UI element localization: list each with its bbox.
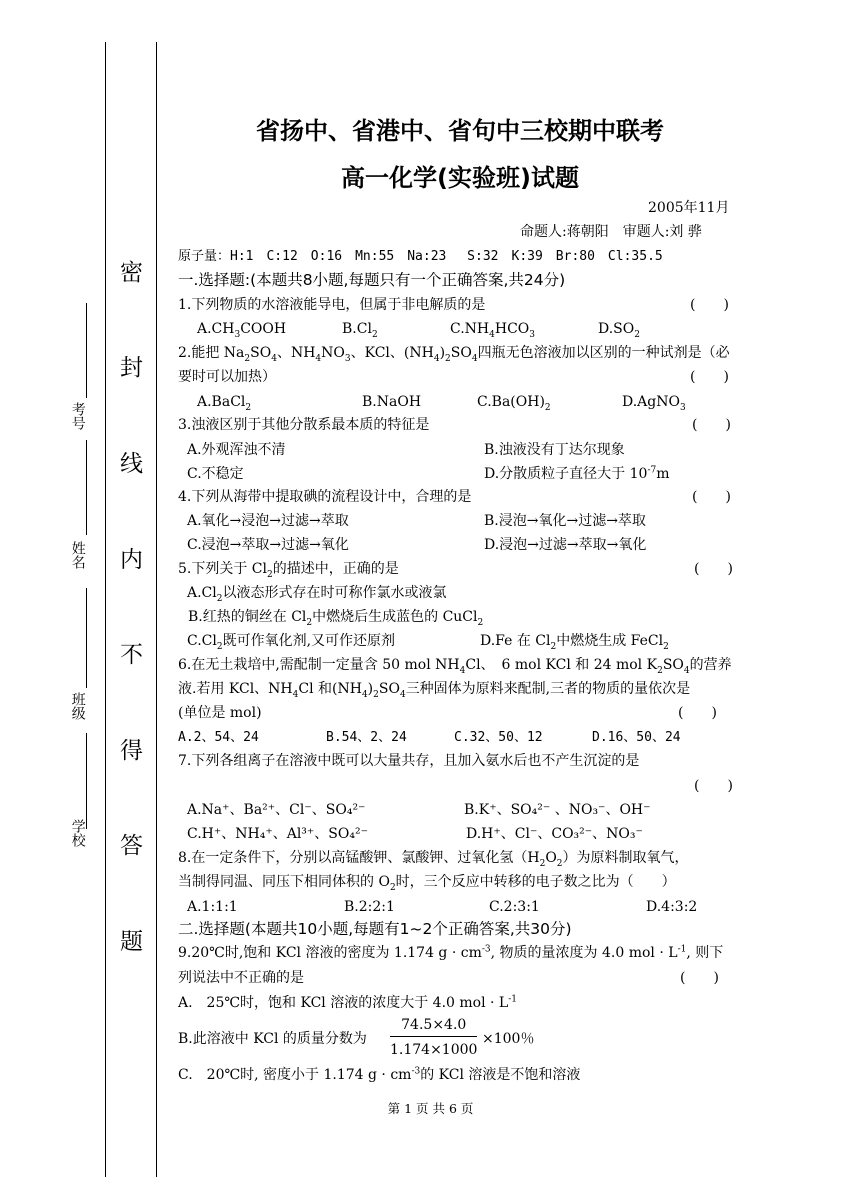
q5-option-d[interactable]: D.Fe 在 $Cl_2$中燃烧生成 FeCl$_2$: [480, 633, 669, 652]
q4-option-b[interactable]: B.浸泡→氧化→过滤→萃取: [484, 513, 646, 529]
q1-option-a[interactable]: $A.CH_3COOH$: [197, 321, 287, 340]
section1-title: 一.选择题:(本题共8小题,每题只有一个正确答案,共24分): [178, 271, 566, 289]
q6-answer-paren[interactable]: ( ): [678, 705, 717, 721]
q6-stem-line1: 6.在无土栽培中,需配制一定量含 50 mol $NH_4Cl$、 6 mol KCl 和 24 mol $K_2SO_4$的营养: [178, 657, 732, 676]
q7-option-b[interactable]: B.K⁺、SO₄²⁻ 、NO₃⁻、OH⁻: [464, 802, 651, 818]
q3-option-d[interactable]: D.分散质粒子直径大于 $10^{-7}m$: [484, 465, 670, 482]
q6-option-c[interactable]: C.32、50、12: [454, 730, 543, 745]
exam-authors: 命题人:蒋朝阳 审题人:刘 骅: [520, 224, 702, 240]
xuexiao-line[interactable]: [86, 733, 87, 829]
q1-option-d[interactable]: $D.SO_2$: [598, 321, 640, 340]
q3-option-a[interactable]: A.外观浑浊不清: [187, 442, 286, 458]
q9-stem-line2: 列说法中不正确的是: [178, 970, 304, 986]
seal-char: 不: [120, 642, 143, 668]
q1-answer-paren[interactable]: ( ): [690, 297, 729, 313]
q7-stem: 7.下列各组离子在溶液中既可以大量共存，且加入氨水后也不产生沉淀的是: [178, 753, 640, 769]
banji-label: 班级: [69, 692, 86, 720]
q2-stem: 2.能把 $Na_2SO_4$、$NH_4NO_3$、KCl、$(NH_4)_2SO_4$四瓶无色溶液加以区别的一种试剂是（必: [178, 345, 730, 364]
kaohao-line[interactable]: [86, 303, 87, 398]
xingming-line[interactable]: [86, 440, 87, 535]
q6-option-b[interactable]: B.54、2、24: [326, 730, 407, 745]
q8-option-b[interactable]: B.2:2:1: [344, 899, 395, 915]
q8-option-d[interactable]: D.4:3:2: [646, 899, 698, 915]
q5-option-b[interactable]: B.红热的铜丝在 $Cl_2$中燃烧后生成蓝色的 CuCl$_2$: [188, 609, 484, 628]
page-footer: 第 1 页 共 6 页: [387, 1101, 474, 1116]
section2-title: 二.选择题(本题共10小题,每题有1~2个正确答案,共30分): [178, 920, 572, 938]
q4-option-c[interactable]: C.浸泡→萃取→过滤→氧化: [187, 537, 349, 553]
seal-char: 封: [120, 355, 143, 381]
q6-stem-line3: (单位是 mol): [178, 705, 262, 721]
q9-option-a[interactable]: A. 25℃时，饱和 KCl 溶液的浓度大于 4.0 mol · $L^{-1}$: [178, 994, 517, 1011]
q1-option-b[interactable]: $B.Cl_2$: [342, 321, 378, 340]
seal-char: 内: [120, 547, 143, 573]
seal-char: 得: [120, 738, 143, 764]
fraction-numerator: 74.5×4.0: [390, 1017, 477, 1037]
q3-option-b[interactable]: B.浊液没有丁达尔现象: [484, 442, 625, 458]
q8-option-a[interactable]: A.1:1:1: [187, 899, 238, 915]
q9-option-c[interactable]: C. 20℃时, 密度小于 1.174 $g \cdot cm^{-3}$的 KCl 溶液是不饱和溶液: [178, 1066, 581, 1083]
q3-stem: 3.浊液区别于其他分散系最本质的特征是: [178, 417, 430, 433]
q6-option-a[interactable]: A.2、54、24: [178, 730, 259, 745]
kaohao-label: 考号: [69, 402, 86, 430]
q4-answer-paren[interactable]: ( ): [692, 489, 731, 505]
q3-answer-paren[interactable]: ( ): [692, 417, 731, 433]
exam-date: 2005年11月: [648, 200, 730, 216]
q5-option-a[interactable]: $A.Cl_2$以液态形式存在时可称作氯水或液氯: [187, 585, 447, 604]
q6-option-d[interactable]: D.16、50、24: [592, 730, 681, 745]
banji-line[interactable]: [86, 588, 87, 688]
q2-option-d[interactable]: D.AgNO$_3$: [622, 394, 686, 413]
q1-stem: 1.下列物质的水溶液能导电，但属于非电解质的是: [178, 297, 486, 313]
exam-subtitle: 高一化学(实验班)试题: [341, 164, 579, 192]
q2-option-c[interactable]: $C.Ba(OH)_2$: [477, 394, 551, 413]
q8-option-c[interactable]: C.2:3:1: [489, 899, 540, 915]
q2-option-a[interactable]: A.BaCl$_2$: [197, 394, 252, 413]
fraction-denominator: 1.174×1000: [390, 1042, 478, 1058]
q9-mass-fraction: [390, 1017, 477, 1058]
q1-option-c[interactable]: $C.NH_4HCO_3$: [450, 321, 535, 340]
q9-option-b-prefix[interactable]: B.此溶液中 KCl 的质量分数为: [178, 1031, 367, 1047]
q9-option-b-suffix: ×100％: [482, 1031, 535, 1047]
q7-option-c[interactable]: C.H⁺、NH₄⁺、Al³⁺、SO₄²⁻: [187, 826, 368, 842]
q8-stem-line2: 当制得同温、同压下相同体积的 $O_2$时，三个反应中转移的电子数之比为（ ）: [178, 874, 676, 893]
q4-option-a[interactable]: A.氧化→浸泡→过滤→萃取: [187, 513, 349, 529]
q2-stem-cont: 要时可以加热）: [178, 369, 276, 385]
margin-line-left: [105, 42, 106, 1177]
q5-stem: 5.下列关于 $Cl_2$的描述中，正确的是: [178, 561, 399, 580]
margin-line-right: [156, 42, 157, 1177]
atomic-mass-line: 原子量：H:1 C:12 O:16 Mn:55 Na:23 S:32 K:39 Br:80 Cl:35.5: [178, 249, 663, 264]
seal-char: 密: [120, 260, 143, 286]
seal-char: 答: [120, 833, 143, 859]
seal-char: 题: [120, 929, 143, 955]
q5-answer-paren[interactable]: ( ): [694, 561, 733, 577]
q2-option-b[interactable]: B.NaOH: [362, 394, 422, 410]
q7-option-a[interactable]: A.Na⁺、Ba²⁺、Cl⁻、SO₄²⁻: [187, 802, 366, 818]
q6-stem-line2: 液.若用 KCl、$NH_4Cl$ 和$(NH_4)_2SO_4$三种固体为原料来配制,三者的物质的量依次是: [178, 681, 691, 700]
q2-answer-paren[interactable]: ( ): [690, 369, 729, 385]
q4-option-d[interactable]: D.浸泡→过滤→萃取→氧化: [484, 537, 647, 553]
xuexiao-label: 学校: [69, 819, 86, 847]
q7-option-d[interactable]: D.H⁺、Cl⁻、CO₃²⁻、NO₃⁻: [466, 826, 643, 842]
q4-stem: 4.下列从海带中提取碘的流程设计中，合理的是: [178, 489, 472, 505]
q3-option-c[interactable]: C.不稳定: [187, 466, 244, 482]
q7-answer-paren[interactable]: ( ): [694, 778, 733, 794]
q9-stem-line1: 9.20℃时,饱和 KCl 溶液的密度为 1.174 $g \cdot cm^{-3}$, 物质的量浓度为 4.0 mol · $L^{-1}$, 则下: [178, 944, 724, 961]
q5-option-c[interactable]: $C.Cl_2$既可作氧化剂,又可作还原剂: [187, 633, 396, 652]
exam-title: 省扬中、省港中、省句中三校期中联考: [256, 117, 664, 145]
q8-stem-line1: 8.在一定条件下，分别以高锰酸钾、氯酸钾、过氧化氢$(H_2O_2)$为原料制取氧气，: [178, 850, 689, 869]
seal-char: 线: [120, 451, 143, 477]
q9-answer-paren[interactable]: ( ): [680, 970, 719, 986]
xingming-label: 姓名: [69, 541, 86, 569]
